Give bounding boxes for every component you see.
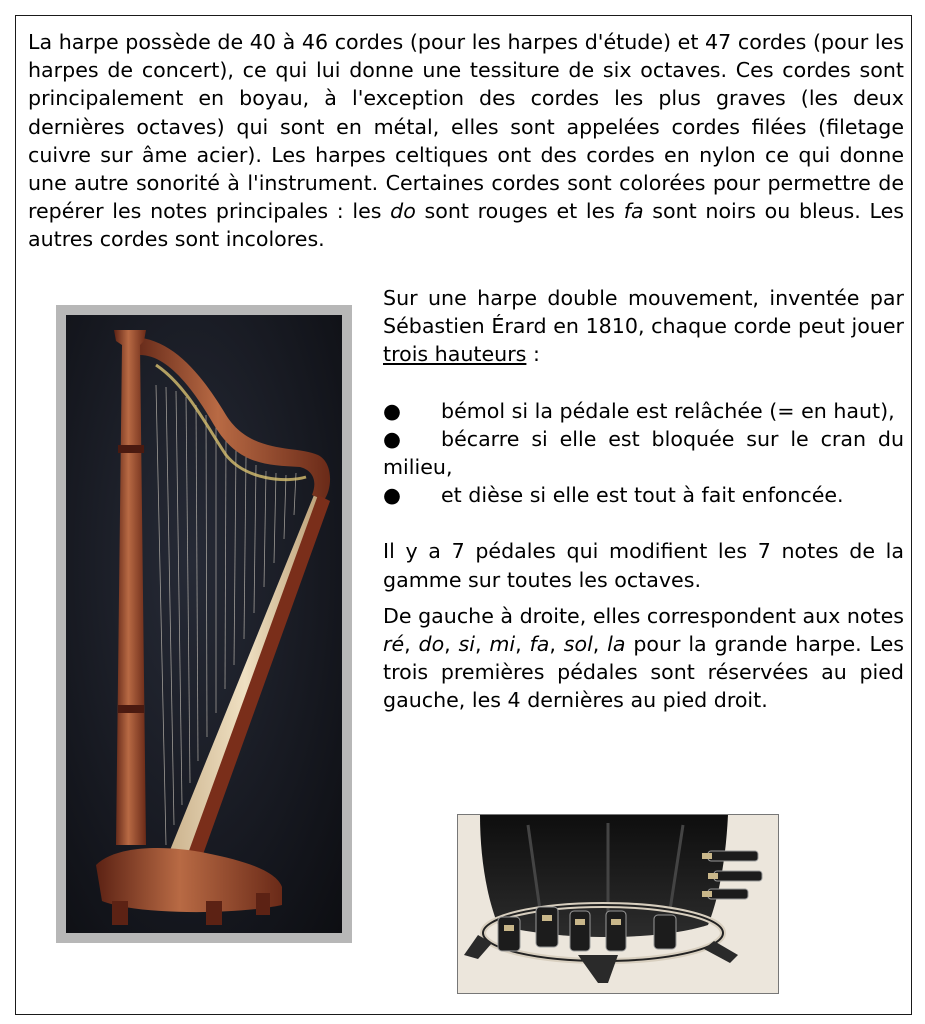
intro-paragraph	[28, 28, 904, 254]
pedal	[606, 911, 626, 951]
list-item	[383, 481, 904, 509]
intro-text-1: La harpe possède de 40 à 46 cordes (pour les harpes d'étude) et 47 cordes (pour les harpes de concert), ce qui lui donne une tessiture de six octaves. Ces cordes sont principalement en boyau, à l'exception des cordes les plus graves (les deux dernières octaves) qui sont en métal, elles sont appelées cordes filées (filetage cuivre sur âme acier). Les harpes celtiques ont des cordes en nylon ce qui donne une autre sonorité à l'instrument. Certaines cordes sont colorées pour permettre de repérer les notes principales : les	[28, 30, 904, 224]
pedal	[708, 851, 758, 861]
mechanism-tail: :	[526, 342, 540, 367]
harp-pillar	[114, 330, 146, 845]
pedal-order-paragraph: De gauche à droite, elles correspondent aux notes ré, do, si, mi, fa, sol, la pour la grande harpe. Les trois premières pédales sont réservées au pied gauche, les 4 dernières au pied droit.	[383, 603, 904, 713]
mechanism-lead: Sur une harpe double mouvement, inventée par Sébastien Érard en 1810, chaque corde peut jouer	[383, 286, 904, 339]
note-fa: fa	[623, 199, 644, 224]
note-la: la	[607, 632, 626, 657]
pedal	[708, 889, 748, 899]
note-re: ré	[383, 632, 405, 657]
pedal	[654, 915, 676, 949]
harp-illustration	[56, 305, 352, 943]
list-item	[383, 425, 904, 481]
pedal-illustration	[458, 815, 778, 993]
pedal	[536, 907, 558, 947]
list-item-text: bécarre si elle est bloquée sur le cran du milieu,	[383, 426, 904, 480]
bullet-icon: ●	[383, 398, 401, 423]
pedal-order-lead: De gauche à droite, elles correspondent aux notes	[383, 603, 904, 628]
note-mi: mi	[489, 632, 516, 657]
note-sol: sol	[563, 632, 593, 657]
intro-text-3: sont noirs ou bleus. Les autres cordes sont incolores.	[28, 199, 904, 252]
pedal	[570, 911, 590, 951]
note-fa: fa	[529, 632, 550, 657]
bullet-icon: ●	[383, 483, 401, 508]
note-si: si	[458, 632, 475, 657]
list-item-text: bémol si la pédale est relâchée (= en haut),	[441, 398, 895, 423]
pedals-paragraph: Il y a 7 pédales qui modifient les 7 notes de la gamme sur toutes les octaves.	[383, 539, 904, 592]
intro-text-2: sont rouges et les	[415, 199, 624, 224]
mechanism-intro	[383, 284, 904, 369]
trois-hauteurs-term: trois hauteurs	[383, 342, 527, 367]
bullet-icon: ●	[383, 426, 401, 451]
note-do: do	[390, 199, 416, 224]
pedal	[498, 917, 520, 951]
harp-photo	[56, 305, 352, 943]
pedal	[714, 871, 762, 881]
note-do: do	[418, 632, 445, 657]
pitch-list	[383, 397, 904, 510]
mechanism-section	[383, 284, 904, 715]
pedal-photo	[457, 814, 779, 994]
pedal-order-tail: pour la grande harpe. Les trois premières pédales sont réservées au pied gauche, les 4 dernières au pied droit.	[383, 632, 904, 713]
list-item	[383, 397, 904, 425]
list-item-text: et dièse si elle est tout à fait enfoncée.	[441, 483, 844, 508]
